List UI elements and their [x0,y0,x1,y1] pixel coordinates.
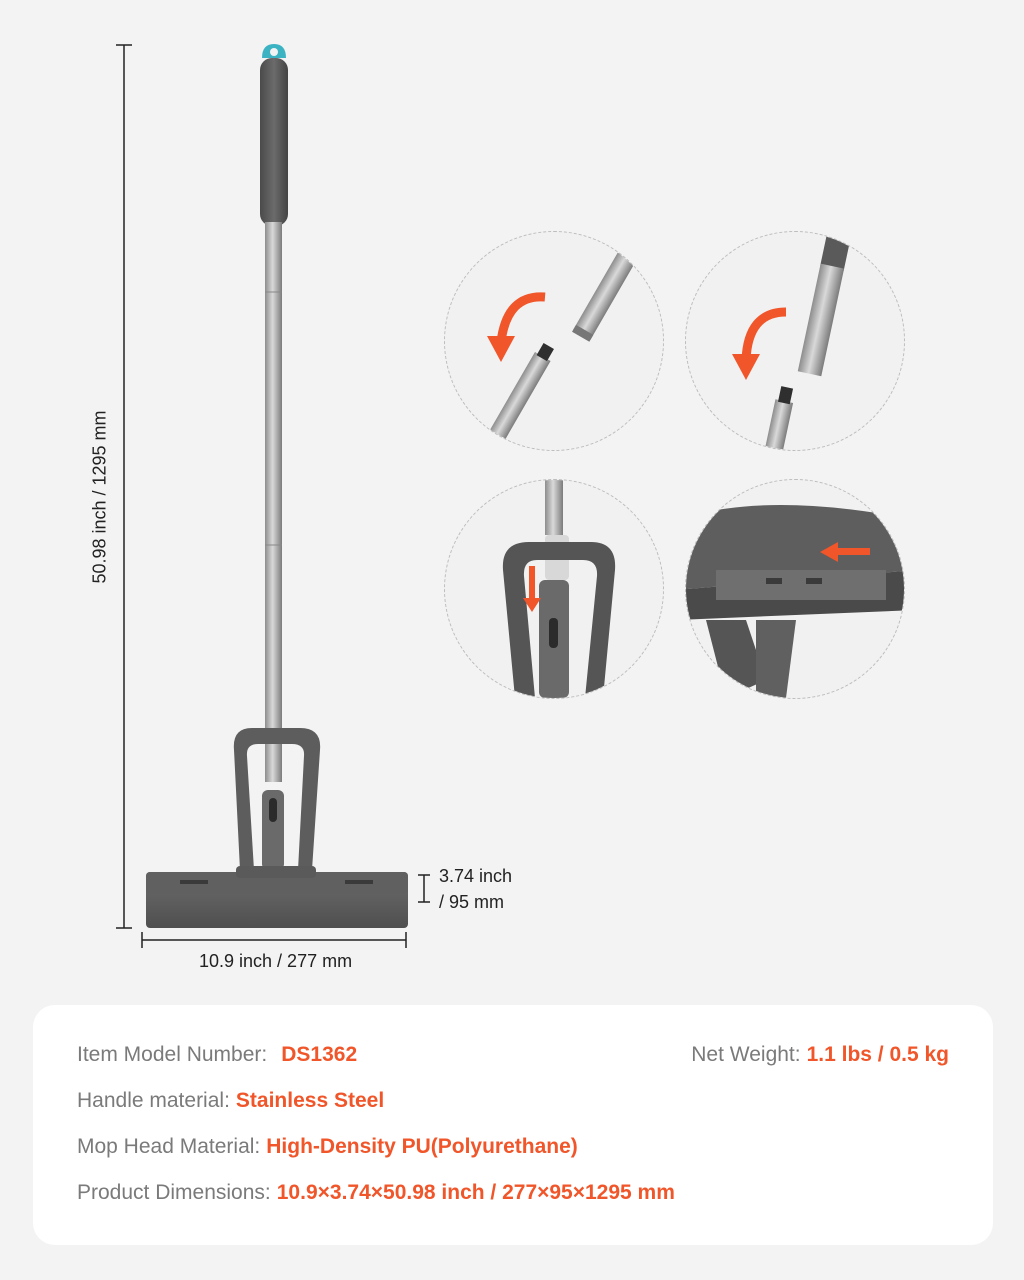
detail-step-1 [444,231,664,451]
head-height-label-line1: 3.74 inch [439,866,513,886]
spec-head-row [77,1135,578,1159]
height-label: 50.98 inch / 1295 mm [89,410,110,584]
spec-handle-label: Handle material: [77,1089,230,1112]
spec-head-label: Mop Head Material: [77,1135,261,1158]
spec-weight-row [691,1043,949,1067]
spec-model-label: Item Model Number: [77,1043,268,1066]
height-dimension-line [116,45,132,928]
handle-grip [260,58,288,226]
spec-card [33,1005,993,1245]
head-height-line [418,875,430,902]
curved-arrow-icon [732,312,786,380]
curved-arrow-icon [487,297,545,362]
stainless-pole [265,222,282,782]
detail-step-3 [444,479,664,699]
spec-handle-row [77,1089,384,1113]
detail-step-4 [685,479,905,699]
width-dimension-line [142,932,406,948]
spec-model-row [77,1043,357,1067]
spec-dims-value: 10.9×3.74×50.98 inch / 277×95×1295 mm [276,1181,675,1204]
width-label: 10.9 inch / 277 mm [199,951,353,971]
detail-step-2 [685,231,905,451]
spec-dims-label: Product Dimensions: [77,1181,271,1204]
spec-model-value: DS1362 [281,1043,358,1066]
spec-weight-value: 1.1 lbs / 0.5 kg [806,1043,949,1066]
spec-dims-row [77,1181,675,1205]
spec-weight-label: Net Weight: [691,1043,801,1066]
head-height-label-line2: / 95 mm [439,892,505,912]
spec-head-value: High-Density PU(Polyurethane) [266,1135,578,1158]
spec-handle-value: Stainless Steel [235,1089,385,1112]
hanging-loop-icon [262,44,286,58]
